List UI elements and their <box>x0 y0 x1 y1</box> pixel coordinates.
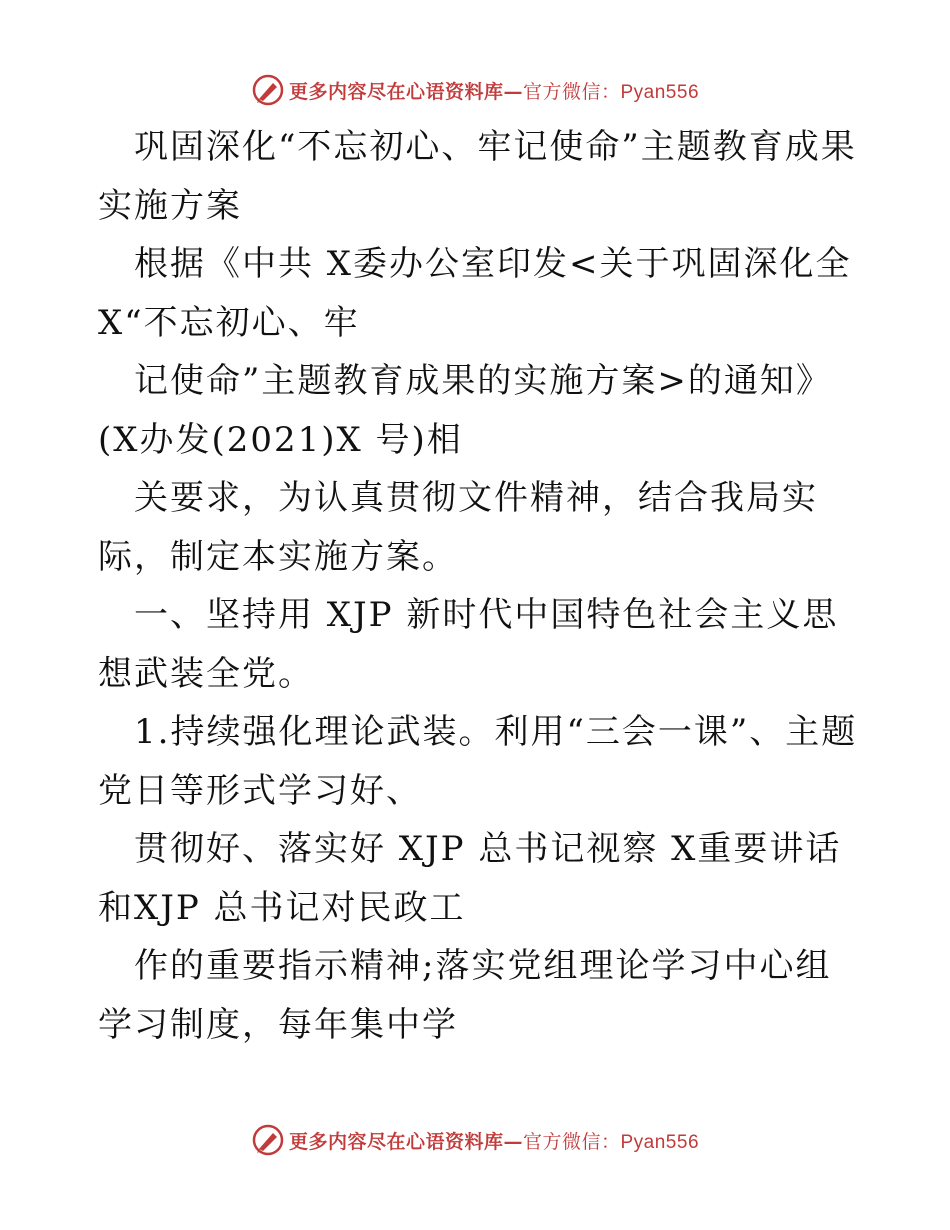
paragraph-3: 关要求，为认真贯彻文件精神，结合我局实际，制定本实施方案。 <box>98 478 818 577</box>
paragraph-5: 1.持续强化理论武装。利用“三会一课”、主题党日等形式学习好、 <box>98 712 858 811</box>
paragraph-2: 记使命”主题教育成果的实施方案>的通知》(X办发(2021)X 号)相 <box>98 361 832 460</box>
watermark-wechat-id: Pyan556 <box>620 81 700 103</box>
watermark-text <box>289 77 699 104</box>
watermark-site-text: 更多内容尽在心语资料库 <box>288 80 504 103</box>
watermark-header <box>0 70 950 110</box>
pen-logo-icon <box>251 73 285 107</box>
section-heading-1: 一、坚持用 XJP 新时代中国特色社会主义思想武装全党。 <box>98 595 839 694</box>
document-title: 巩固深化“不忘初心、牢记使命”主题教育成果实施方案 <box>98 127 857 226</box>
watermark-wechat-label: 官方微信： <box>522 1130 621 1153</box>
watermark-separator: — <box>503 1130 523 1153</box>
watermark-text <box>289 1127 699 1154</box>
watermark-separator: — <box>503 80 523 103</box>
document-body <box>98 118 858 1054</box>
watermark-wechat-id: Pyan556 <box>620 1131 700 1153</box>
paragraph-1: 根据《中共 X委办公室印发<关于巩固深化全X“不忘初心、牢 <box>98 244 852 343</box>
watermark-site-text: 更多内容尽在心语资料库 <box>288 1130 504 1153</box>
watermark-wechat-label: 官方微信： <box>522 80 621 103</box>
watermark-footer <box>0 1120 950 1160</box>
paragraph-6: 贯彻好、落实好 XJP 总书记视察 X重要讲话和XJP 总书记对民政工 <box>98 829 842 928</box>
paragraph-7: 作的重要指示精神;落实党组理论学习中心组学习制度，每年集中学 <box>98 946 832 1045</box>
pen-logo-icon <box>251 1123 285 1157</box>
